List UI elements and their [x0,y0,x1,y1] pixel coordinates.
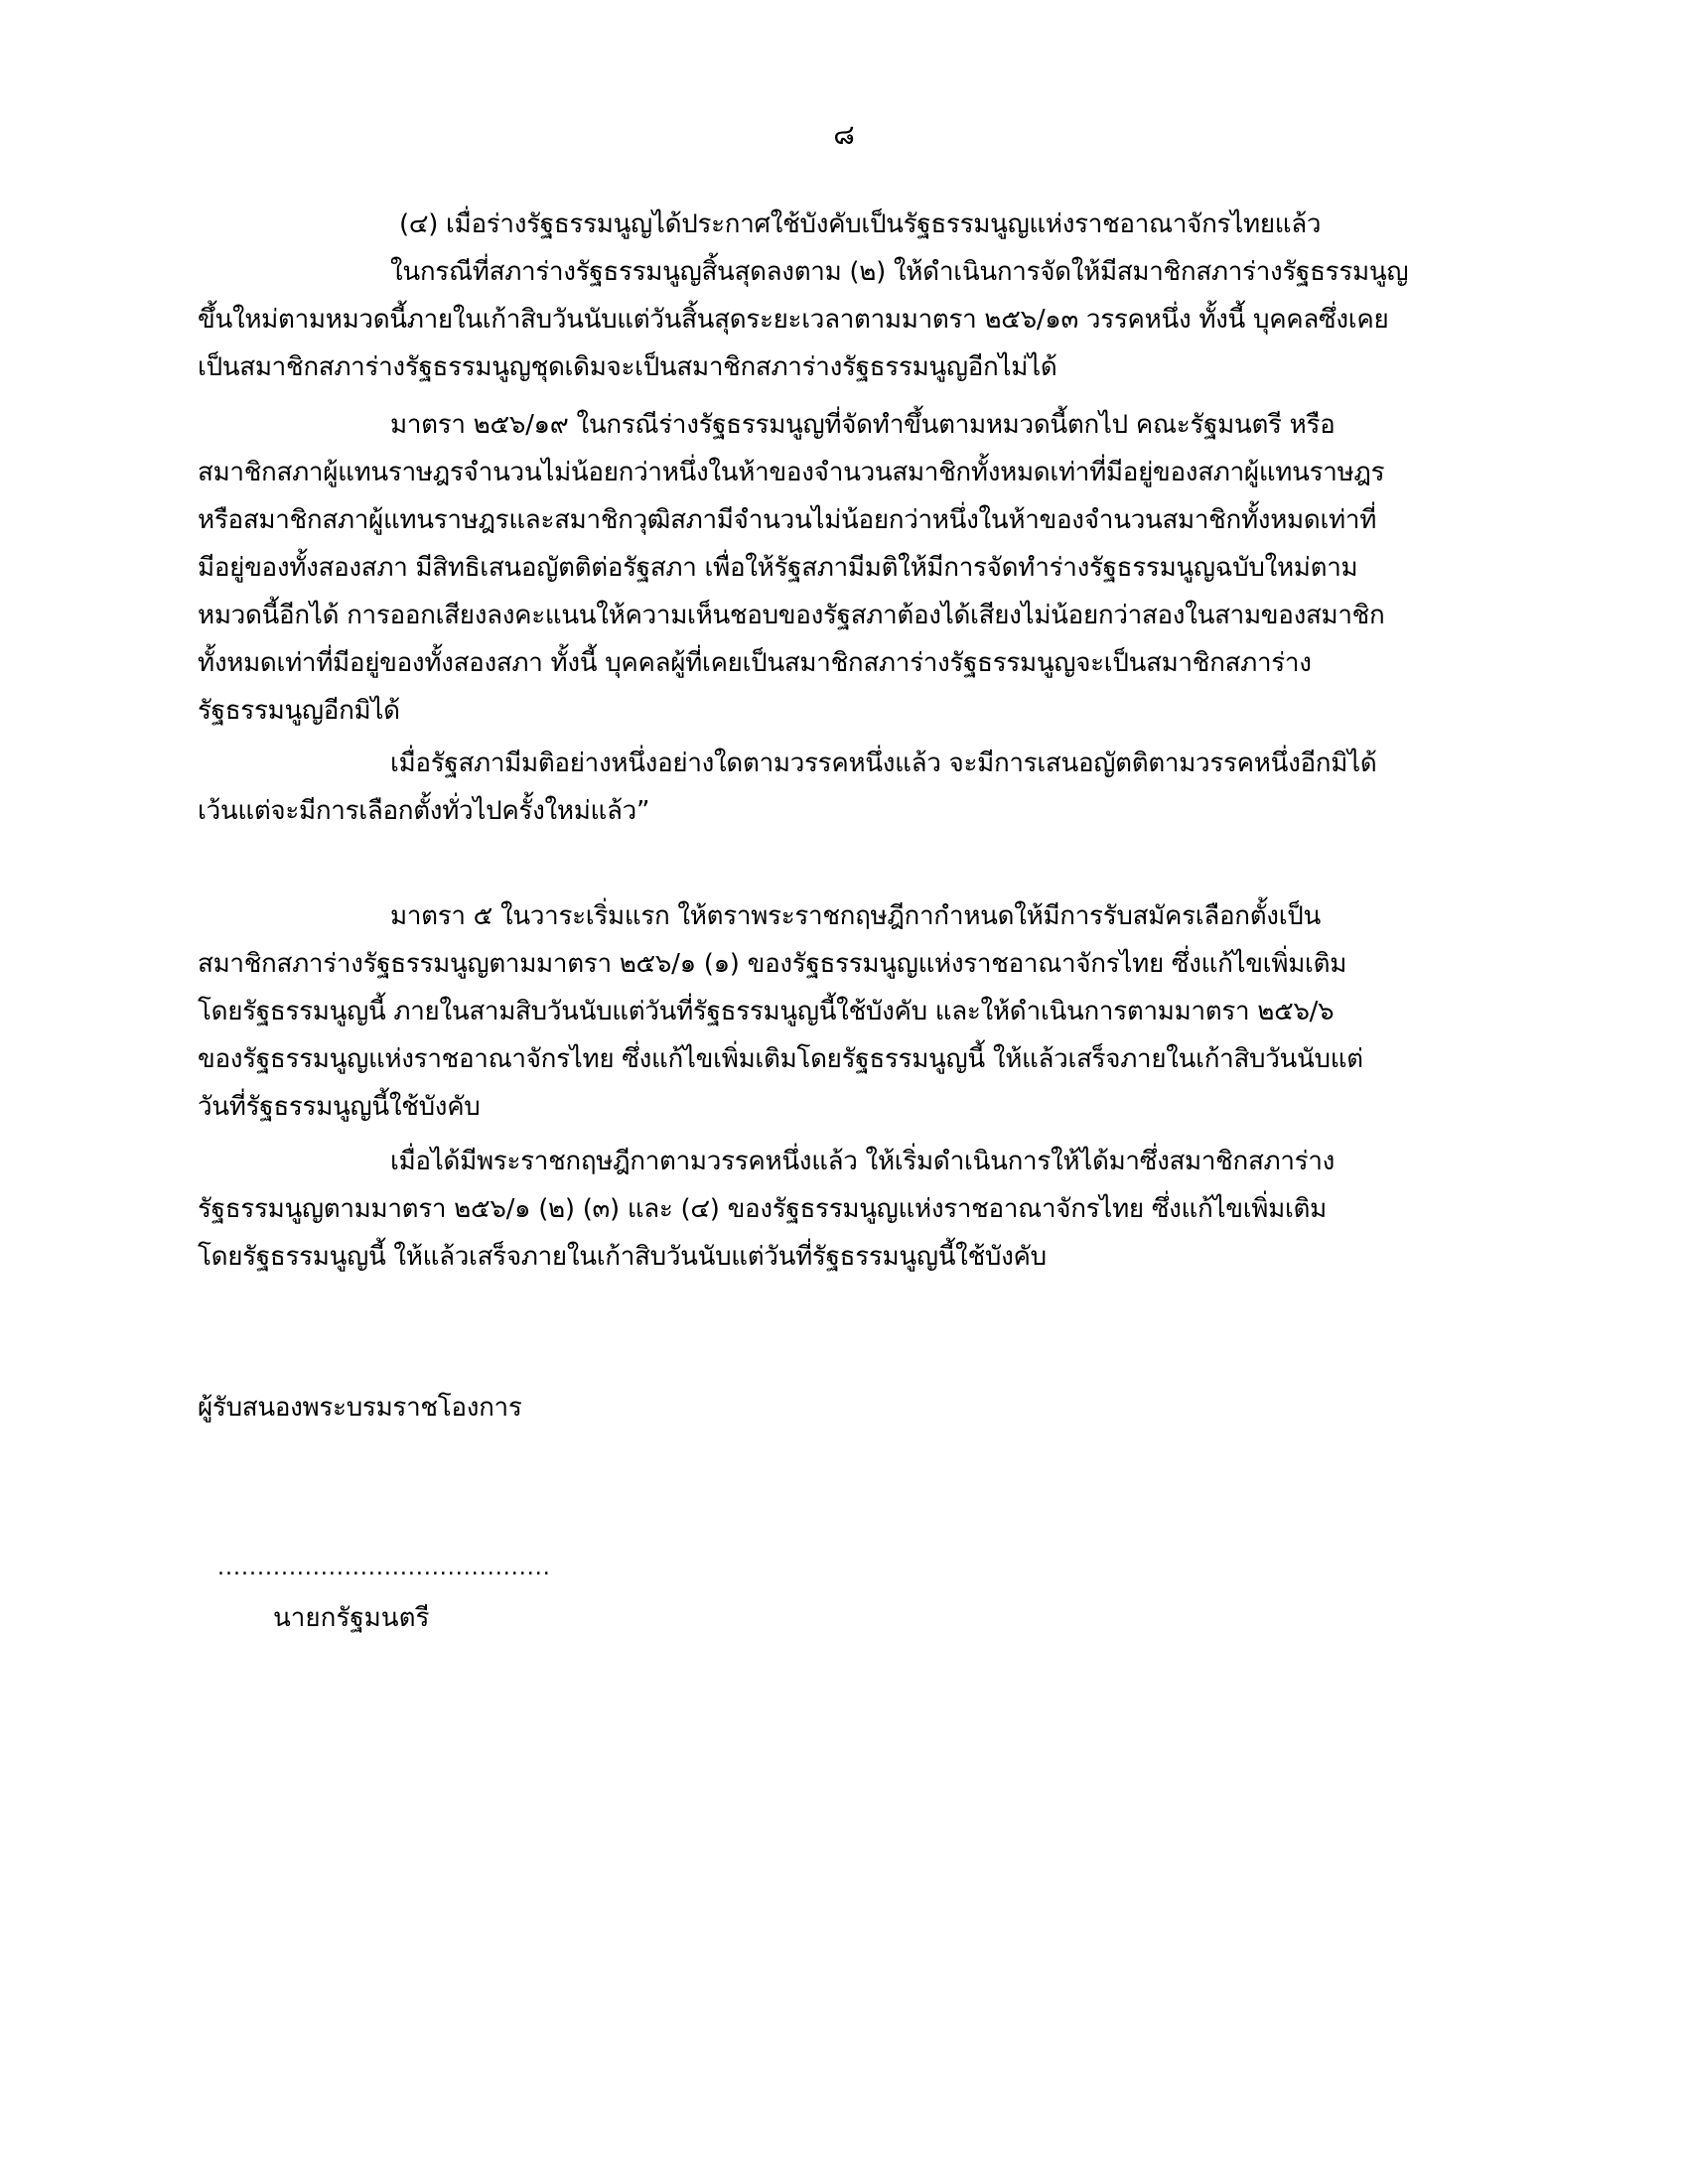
text-line: สมาชิกสภาผู้แทนราษฎรจำนวนไม่น้อยกว่าหนึ่งในห้าของจำนวนสมาชิกทั้งหมดเท่าที่มีอยู่ของสภาผู้แทนราษฎร [198,458,1385,487]
signature-line: .......................................... [217,1556,551,1580]
text-line: มาตรา ๕ ในวาระเริ่มแรก ให้ตราพระราชกฤษฎีกากำหนดให้มีการรับสมัครเลือกตั้งเป็น [390,901,1321,931]
text-line: ของรัฐธรรมนูญแห่งราชอาณาจักรไทย ซึ่งแก้ไขเพิ่มเติมโดยรัฐธรรมนูญนี้ ให้แล้วเสร็จภายในเก้าสิบวันนับแต่ [198,1044,1363,1074]
text-line: เป็นสมาชิกสภาร่างรัฐธรรมนูญชุดเดิมจะเป็นสมาชิกสภาร่างรัฐธรรมนูญอีกไม่ได้ [198,352,1057,382]
text-line: วันที่รัฐธรรมนูญนี้ใช้บังคับ [198,1092,481,1122]
text-line: มาตรา ๒๕๖/๑๙ ในกรณีร่างรัฐธรรมนูญที่จัดทำขึ้นตามหมวดนี้ตกไป คณะรัฐมนตรี หรือ [390,410,1336,440]
countersignature-heading: ผู้รับสนองพระบรมราชโองการ [198,1393,522,1423]
text-line: ขึ้นใหม่ตามหมวดนี้ภายในเก้าสิบวันนับแต่วันสิ้นสุดระยะเวลาตามมาตรา ๒๕๖/๑๓ วรรคหนึ่ง ทั้งนี้ บุคคลซึ่งเคย [198,305,1389,335]
text-line: รัฐธรรมนูญตามมาตรา ๒๕๖/๑ (๒) (๓) และ (๔) ของรัฐธรรมนูญแห่งราชอาณาจักรไทย ซึ่งแก้ไขเพิ่มเติม [198,1194,1327,1224]
text-line: เว้นแต่จะมีการเลือกตั้งทั่วไปครั้งใหม่แล้ว” [198,796,650,826]
text-line: รัฐธรรมนูญอีกมิได้ [198,696,400,726]
text-line: เมื่อได้มีพระราชกฤษฎีกาตามวรรคหนึ่งแล้ว ให้เริ่มดำเนินการให้ได้มาซึ่งสมาชิกสภาร่าง [390,1147,1336,1176]
text-line: เมื่อรัฐสภามีมติอย่างหนึ่งอย่างใดตามวรรคหนึ่งแล้ว จะมีการเสนอญัตติตามวรรคหนึ่งอีกมิได้ [390,749,1377,778]
text-line: โดยรัฐธรรมนูญนี้ ภายในสามสิบวันนับแต่วันที่รัฐธรรมนูญนี้ใช้บังคับ และให้ดำเนินการตามมาตรา ๒๕๖/๖ [198,997,1335,1026]
text-line: มีอยู่ของทั้งสองสภา มีสิทธิเสนอญัตติต่อรัฐสภา เพื่อให้รัฐสภามีมติให้มีการจัดทำร่างรัฐธรรมนูญฉบับใหม่ตาม [198,553,1358,583]
text-line: (๔) เมื่อร่างรัฐธรรมนูญได้ประกาศใช้บังคับเป็นรัฐธรรมนูญแห่งราชอาณาจักรไทยแล้ว [399,209,1322,239]
text-line: หมวดนี้อีกได้ การออกเสียงลงคะแนนให้ความเห็นชอบของรัฐสภาต้องได้เสียงไม่น้อยกว่าสองในสามของสมาชิก [198,601,1385,630]
text-line: ในกรณีที่สภาร่างรัฐธรรมนูญสิ้นสุดลงตาม (๒) ให้ดำเนินการจัดให้มีสมาชิกสภาร่างรัฐธรรมนูญ [390,257,1409,287]
text-line: โดยรัฐธรรมนูญนี้ ให้แล้วเสร็จภายในเก้าสิบวันนับแต่วันที่รัฐธรรมนูญนี้ใช้บังคับ [198,1242,1047,1272]
text-line: สมาชิกสภาร่างรัฐธรรมนูญตามมาตรา ๒๕๖/๑ (๑) ของรัฐธรรมนูญแห่งราชอาณาจักรไทย ซึ่งแก้ไขเพิ่มเติม [198,949,1347,979]
text-line: ทั้งหมดเท่าที่มีอยู่ของทั้งสองสภา ทั้งนี้ บุคคลผู้ที่เคยเป็นสมาชิกสภาร่างรัฐธรรมนูญจะเป็นสมาชิกสภาร่าง [198,648,1312,678]
signatory-title: นายกรัฐมนตรี [273,1603,430,1633]
text-line: หรือสมาชิกสภาผู้แทนราษฎรและสมาชิกวุฒิสภามีจำนวนไม่น้อยกว่าหนึ่งในห้าของจำนวนสมาชิกทั้งหมดเท่าที่ [198,505,1377,535]
page-number: ๘ [833,118,855,151]
